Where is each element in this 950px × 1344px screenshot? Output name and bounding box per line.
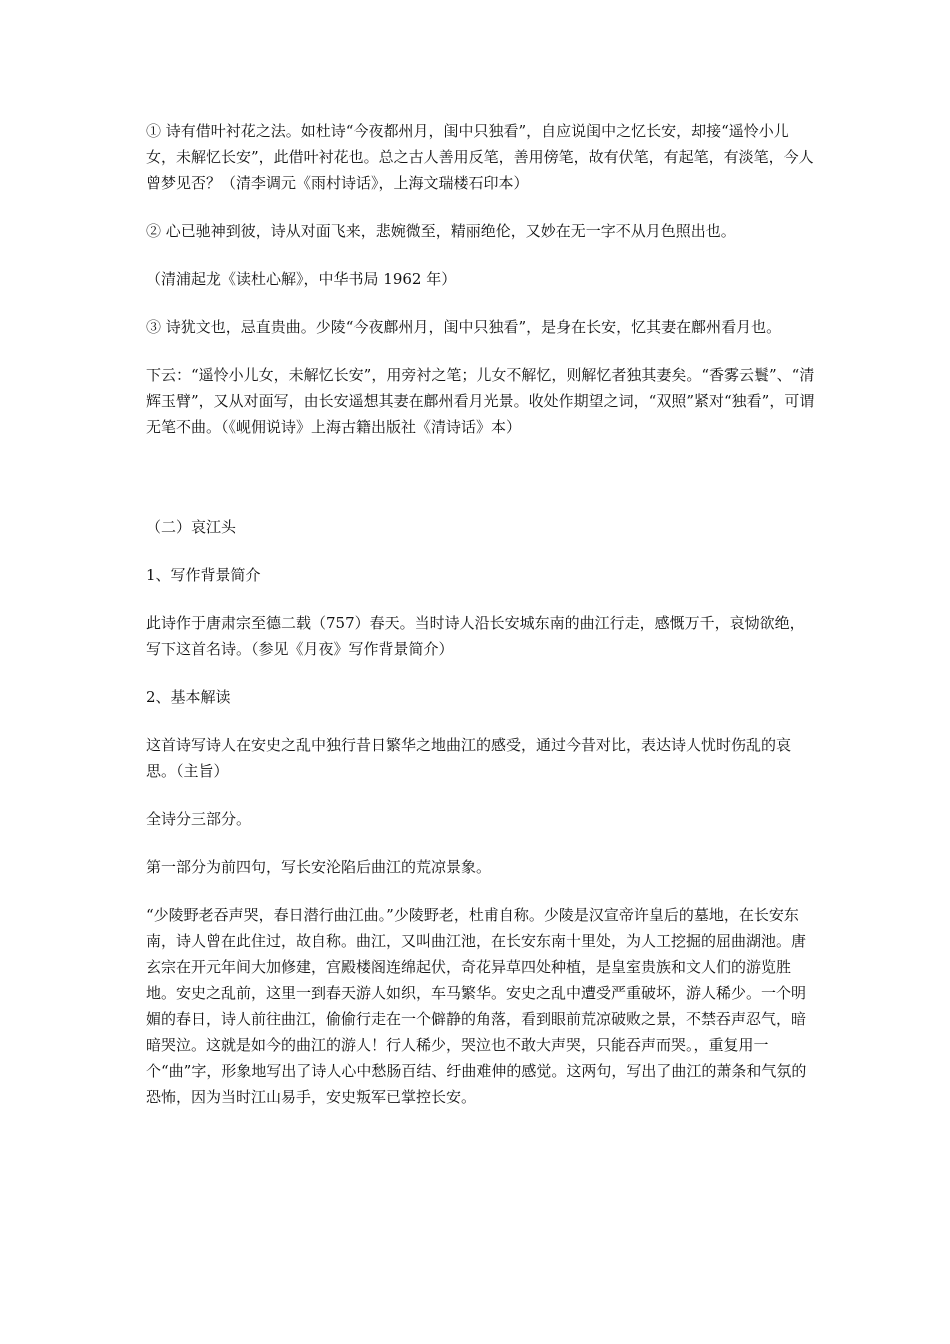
part-one-paragraph: 第一部分为前四句，写长安沦陷后曲江的荒凉景象。	[146, 858, 492, 876]
quote-paragraph-3: ③ 诗犹文也，忌直贵曲。少陵“今夜鄜州月，闺中只独看”，是身在长安，忆其妻在鄜州看月也。	[146, 318, 782, 336]
document-body	[146, 118, 816, 1110]
quote-paragraph-1: ① 诗有借叶衬花之法。如杜诗“今夜都州月，闺中只独看”，自应说闺中之忆长安，却接“遥怜小儿女，未解忆长安”，此借叶衬花也。总之古人善用反笔，善用傍笔，故有伏笔，有起笔，有淡笔，今人曾梦见否？（清李调元《雨村诗话》，上海文瑞楼石印本）	[146, 122, 814, 192]
quote-source-2: （清浦起龙《读杜心解》，中华书局 1962 年）	[146, 270, 457, 288]
section-heading: （二）哀江头	[146, 518, 237, 536]
analysis-paragraph: “少陵野老吞声哭，春日潜行曲江曲。”少陵野老，杜甫自称。少陵是汉宣帝许皇后的墓地，在长安东南，诗人曾在此住过，故自称。曲江，又叫曲江池，在长安东南十里处，为人工挖掘的屈曲湖池。唐玄宗在开元年间大加修建，宫殿楼阁连绵起伏，奇花异草四处种植，是皇室贵族和文人们的游览胜地。安史之乱前，这里一到春天游人如织，车马繁华。安史之乱中遭受严重破坏，游人稀少。一个明媚的春日，诗人前往曲江，偷偷行走在一个僻静的角落，看到眼前荒凉破败之景，不禁吞声忍气，暗暗哭泣。这就是如今的曲江的游人！行人稀少，哭泣也不敢大声哭，只能吞声而哭。，重复用一个“曲”字，形象地写出了诗人心中愁肠百结、纡曲难伸的感觉。这两句，写出了曲江的萧条和气氛的恐怖，因为当时江山易手，安史叛军已掌控长安。	[146, 906, 807, 1106]
background-paragraph: 此诗作于唐肃宗至德二载（757）春天。当时诗人沿长安城东南的曲江行走，感慨万千，哀恸欲绝，写下这首名诗。（参见《月夜》写作背景简介）	[146, 614, 805, 658]
subsection-heading-interpretation: 2、基本解读	[146, 688, 231, 706]
subsection-heading-background: 1、写作背景简介	[146, 566, 261, 584]
structure-paragraph: 全诗分三部分。	[146, 810, 252, 828]
quote-paragraph-3-continued: 下云：“遥怜小儿女，未解忆长安”，用旁衬之笔；儿女不解忆，则解忆者独其妻矣。“香雾云鬟”、“清辉玉臂”，又从对面写，由长安遥想其妻在鄜州看月光景。收处作期望之词，“双照”紧对“独看”，可谓无笔不曲。（《岘佣说诗》上海古籍出版社《清诗话》本）	[146, 366, 815, 436]
quote-paragraph-2: ② 心已驰神到彼，诗从对面飞来，悲婉微至，精丽绝伦，又妙在无一字不从月色照出也。	[146, 222, 736, 240]
theme-paragraph: 这首诗写诗人在安史之乱中独行昔日繁华之地曲江的感受，通过今昔对比，表达诗人忧时伤乱的哀思。（主旨）	[146, 736, 792, 780]
section-spacer	[146, 462, 816, 514]
